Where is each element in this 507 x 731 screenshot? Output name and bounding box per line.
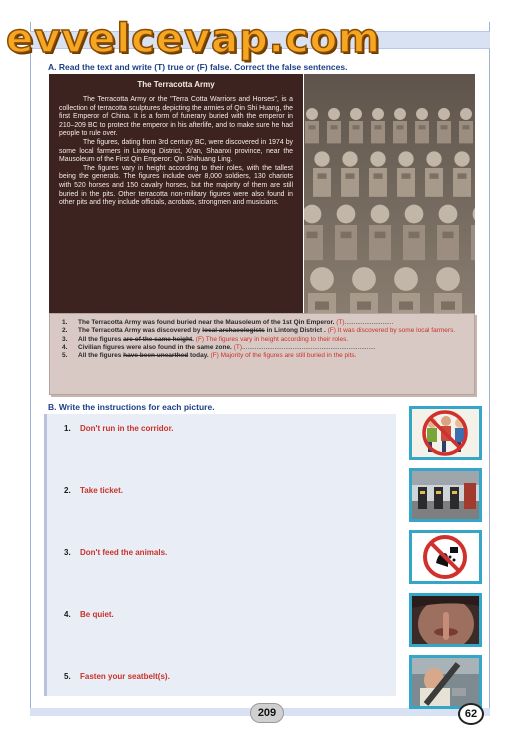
warrior-figure	[437, 205, 459, 261]
no-running-picture	[409, 406, 482, 460]
answer-correction: It was discovered by some local farmers.	[335, 327, 456, 335]
instruction-3: 3. Don't feed the animals.	[64, 548, 168, 557]
answer-mark: (F)	[210, 352, 219, 360]
section-a-heading: A. Read the text and write (T) true or (F) false. Correct the false sentences.	[48, 62, 348, 72]
seatbelt-picture	[409, 655, 482, 709]
watermark-logo: evvelcevap.com	[6, 16, 381, 62]
warrior-figure	[437, 108, 451, 143]
warrior-figure	[369, 205, 391, 261]
reading-paragraph-2: The figures, dating from 3rd century BC, were discovered in 1974 by some local farmers in Lintong District, Xi'an, Shaanxi province, near the Mausoleum of the First Qin Emperor: Qin Shihuang Ling.	[59, 138, 293, 164]
page-number: 62	[458, 703, 484, 725]
warrior-figure	[371, 108, 385, 143]
be-quiet-picture	[409, 593, 482, 647]
warrior-figure	[397, 151, 415, 196]
warrior-figure	[341, 151, 359, 196]
warrior-figure	[393, 108, 407, 143]
no-feeding-sign-icon	[412, 533, 479, 581]
answer-text: All the figures have been unearthed today. (F) Majority of the figures are still buried in the pits.	[78, 352, 357, 360]
warrior-figure	[305, 108, 319, 143]
answer-line	[62, 319, 464, 327]
reading-text-box	[49, 74, 303, 328]
true-false-answers	[49, 313, 475, 395]
answer-mark: (T)	[336, 319, 345, 326]
seatbelt-icon	[412, 658, 479, 706]
answer-mark: (F)	[327, 327, 336, 335]
warrior-figure	[327, 108, 341, 143]
terracotta-army-illustration	[304, 74, 475, 328]
no-running-icon	[412, 409, 479, 457]
warrior-figure	[459, 108, 473, 143]
terracotta-army-photo	[304, 74, 475, 328]
warrior-figure	[313, 151, 331, 196]
reading-paragraph-3: The figures vary in height according to their roles, with the tallest being the generals. The figures include over 8,000 soldiers, 130 chariots with 520 horses and 150 cavalry horses, but the majority of them are still buried in the pits. Other terracotta non-military figures were also found in other pits and they include officials, acrobats, strongmen and musicians.	[59, 164, 293, 207]
finger-on-lips-icon	[412, 596, 479, 644]
book-page-number: 209	[250, 703, 284, 723]
warrior-figure	[369, 151, 387, 196]
answer-mark: (T)	[233, 343, 242, 351]
answer-number: 3.	[62, 335, 68, 343]
answer-text: All the figures are of the same height. (F) The figures vary in height according to their roles.	[78, 335, 349, 343]
answer-number: 4.	[62, 343, 68, 351]
warrior-figure	[415, 108, 429, 143]
warrior-figure	[453, 151, 471, 196]
answer-correction: Majority of the figures are still buried in the pits.	[218, 352, 357, 360]
reading-title: The Terracotta Army	[137, 80, 215, 89]
answer-correction: The figures vary in height according to their roles.	[204, 335, 349, 343]
answer-mark: (F)	[195, 335, 205, 343]
answer-text: Civilian figures were also found in the same zone. (T)..........................................................................	[78, 343, 376, 351]
answer-text: The Terracotta Army was found buried near the Mausoleum of the 1st Qin Emperor. (T)...........................	[78, 319, 394, 326]
section-b-heading: B. Write the instructions for each picture.	[48, 402, 215, 412]
warrior-figure	[304, 205, 323, 261]
instruction-1: 1. Don't run in the corridor.	[64, 424, 174, 433]
warrior-figure	[425, 151, 443, 196]
no-feeding-picture	[409, 530, 482, 584]
answer-number: 1.	[62, 319, 68, 326]
answer-number: 2.	[62, 327, 68, 335]
answer-line	[62, 344, 464, 352]
instruction-2: 2. Take ticket.	[64, 486, 123, 495]
answer-line	[62, 327, 464, 335]
instruction-4: 4. Be quiet.	[64, 610, 114, 619]
answer-line	[62, 352, 464, 360]
warrior-figure	[403, 205, 425, 261]
warrior-figure	[335, 205, 357, 261]
ticket-machine-icon	[412, 471, 479, 519]
answer-text: The Terracotta Army was discovered by local archaeologists in Lintong District . (F) It was discovered by some local farmers.	[78, 327, 456, 335]
reading-paragraph-1: The Terracotta Army or the "Terra Cotta Warriors and Horses", is a collection of terracotta sculptures depicting the armies of Qin Shi Huang, the first Emperor of China. It is a form of funerary buried with the emperor in 210–209 BC to protect the emperor in his afterlife, and to make sure he had people to rule over.	[59, 96, 293, 138]
answer-number: 5.	[62, 352, 68, 360]
warrior-figure	[349, 108, 363, 143]
instruction-5: 5. Fasten your seatbelt(s).	[64, 672, 170, 681]
answer-line	[62, 336, 464, 344]
ticket-gate-picture	[409, 468, 482, 522]
